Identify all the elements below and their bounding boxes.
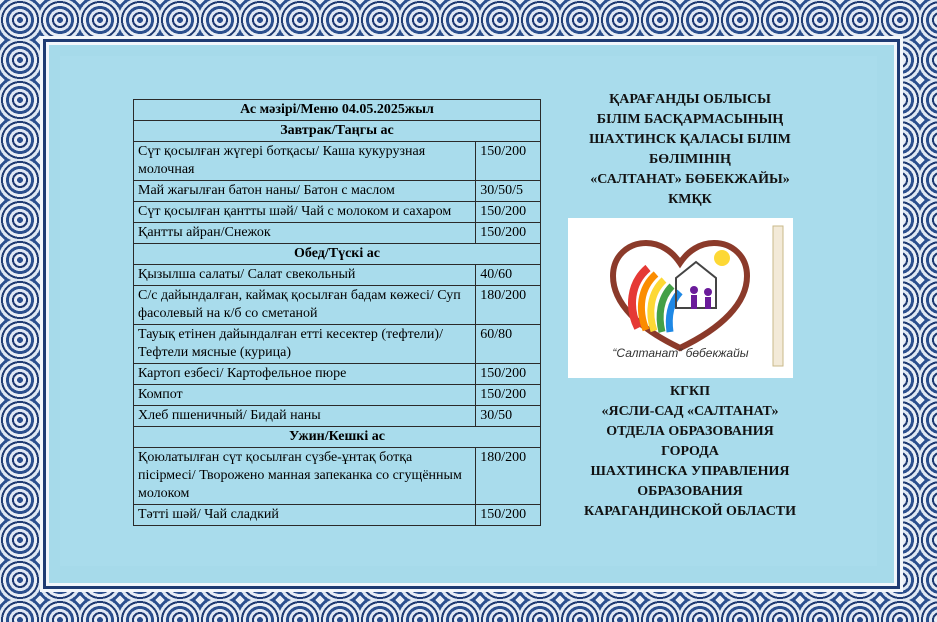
portion-size: 150/200 xyxy=(476,202,541,223)
menu-title: Ас мәзірі/Меню 04.05.2025жыл xyxy=(134,100,541,121)
dish-name: Картоп езбесі/ Картофельное пюре xyxy=(134,364,476,385)
portion-size: 150/200 xyxy=(476,223,541,244)
table-row xyxy=(134,265,541,286)
dish-name: Сүт қосылған жүгері ботқасы/ Каша кукурузная молочная xyxy=(134,142,476,181)
portion-size: 180/200 xyxy=(476,286,541,325)
table-row xyxy=(134,406,541,427)
header-line: ҚАРАҒАНДЫ ОБЛЫСЫ xyxy=(609,92,771,107)
header-line: БІЛІМ БАСҚАРМАСЫНЫҢ xyxy=(596,112,784,127)
portion-size: 150/200 xyxy=(476,364,541,385)
table-row xyxy=(134,448,541,505)
table-row xyxy=(134,286,541,325)
portion-size: 30/50 xyxy=(476,406,541,427)
dish-name: Қызылша салаты/ Салат свекольный xyxy=(134,265,476,286)
dish-name: Сүт қосылған қантты шәй/ Чай с молоком и сахаром xyxy=(134,202,476,223)
header-line: ШАХТИНСКА УПРАВЛЕНИЯ xyxy=(590,464,790,479)
section-heading-dinner: Ужин/Кешкі ас xyxy=(134,427,541,448)
dish-name: Хлеб пшеничный/ Бидай наны xyxy=(134,406,476,427)
table-row xyxy=(134,142,541,181)
portion-size: 150/200 xyxy=(476,142,541,181)
portion-size: 60/80 xyxy=(476,325,541,364)
header-line: ОБРАЗОВАНИЯ xyxy=(637,484,743,499)
section-heading-lunch: Обед/Түскі ас xyxy=(134,244,541,265)
table-row xyxy=(134,364,541,385)
header-line: КАРАГАНДИНСКОЙ ОБЛАСТИ xyxy=(583,504,797,519)
header-line: «САЛТАНАТ» БӨБЕКЖАЙЫ» xyxy=(590,172,790,187)
dish-name: Қантты айран/Снежок xyxy=(134,223,476,244)
dish-name: Тауық етінен дайындалған етті кесектер (тефтели)/ Тефтели мясные (курица) xyxy=(134,325,476,364)
header-line: ОТДЕЛА ОБРАЗОВАНИЯ xyxy=(606,424,774,439)
table-row xyxy=(134,385,541,406)
dish-name: Компот xyxy=(134,385,476,406)
table-row xyxy=(134,181,541,202)
table-row xyxy=(134,223,541,244)
portion-size: 150/200 xyxy=(476,385,541,406)
table-row xyxy=(134,505,541,526)
dish-name: С/с дайындалған, каймақ қосылған бадам көжесі/ Суп фасолевый на к/б со сметаной xyxy=(134,286,476,325)
table-row xyxy=(134,325,541,364)
header-line: КМҚК xyxy=(668,192,712,207)
header-line: ГОРОДА xyxy=(661,444,719,459)
table-row xyxy=(134,202,541,223)
portion-size: 30/50/5 xyxy=(476,181,541,202)
dish-name: Тәтті шәй/ Чай сладкий xyxy=(134,505,476,526)
dish-name: Май жағылған батон наны/ Батон с маслом xyxy=(134,181,476,202)
portion-size: 40/60 xyxy=(476,265,541,286)
menu-table xyxy=(133,99,541,526)
header-line: КГКП xyxy=(669,384,711,399)
logo-caption: “Салтанат” бөбекжайы xyxy=(612,346,749,360)
portion-size: 180/200 xyxy=(476,448,541,505)
kindergarten-logo xyxy=(568,218,793,378)
header-russian xyxy=(565,382,815,522)
header-line: «ЯСЛИ-САД «САЛТАНАТ» xyxy=(601,404,779,419)
dish-name: Қоюлатылған сүт қосылған сүзбе-ұнтақ ботқа пісірмесі/ Творожено манная запеканка со сгущённым молоком xyxy=(134,448,476,505)
header-kazakh xyxy=(565,90,815,210)
section-heading-breakfast: Завтрак/Таңгы ас xyxy=(134,121,541,142)
portion-size: 150/200 xyxy=(476,505,541,526)
header-line: БӨЛІМІНІҢ xyxy=(649,152,731,167)
header-line: ШАХТИНСК ҚАЛАСЫ БІЛІМ xyxy=(589,132,791,147)
